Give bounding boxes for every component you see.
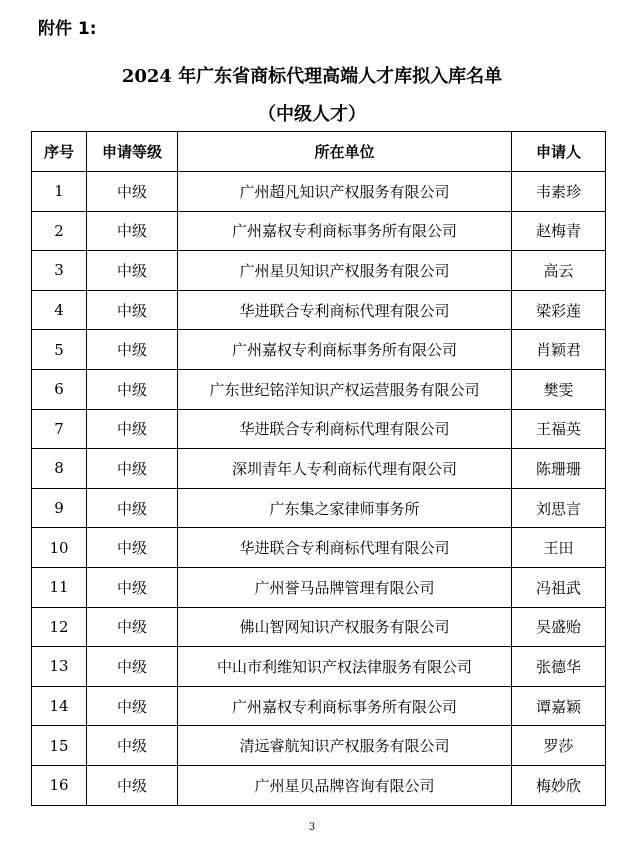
cell-level: 中级 (87, 686, 178, 726)
cell-level: 中级 (87, 488, 178, 528)
cell-applicant: 高云 (512, 251, 606, 291)
table-row (32, 528, 606, 568)
cell-serial-no: 6 (32, 369, 87, 409)
cell-applicant: 梁彩莲 (512, 290, 606, 330)
cell-level: 中级 (87, 647, 178, 687)
table-row (32, 211, 606, 251)
cell-level: 中级 (87, 290, 178, 330)
attachment-label: 附件 1: (38, 19, 97, 39)
document-title: 2024 年广东省商标代理高端人才库拟入库名单 (121, 66, 503, 87)
cell-serial-no: 8 (32, 449, 87, 489)
table-row (32, 290, 606, 330)
cell-level: 中级 (87, 726, 178, 766)
cell-level: 中级 (87, 449, 178, 489)
cell-level: 中级 (87, 607, 178, 647)
cell-serial-no: 3 (32, 251, 87, 291)
header-serial-no: 序号 (32, 132, 87, 172)
cell-applicant: 王田 (512, 528, 606, 568)
cell-level: 中级 (87, 251, 178, 291)
table-row (32, 726, 606, 766)
cell-applicant: 谭嘉颖 (512, 686, 606, 726)
cell-organization: 广州星贝品牌咨询有限公司 (178, 765, 512, 805)
cell-serial-no: 4 (32, 290, 87, 330)
cell-serial-no: 9 (32, 488, 87, 528)
cell-level: 中级 (87, 211, 178, 251)
table-row (32, 488, 606, 528)
cell-organization: 广州誉马品牌管理有限公司 (178, 567, 512, 607)
cell-organization: 广东集之家律师事务所 (178, 488, 512, 528)
cell-applicant: 罗莎 (512, 726, 606, 766)
cell-serial-no: 15 (32, 726, 87, 766)
cell-level: 中级 (87, 330, 178, 370)
cell-organization: 广州嘉权专利商标事务所有限公司 (178, 330, 512, 370)
table-header-row (32, 132, 606, 172)
cell-applicant: 张德华 (512, 647, 606, 687)
cell-applicant: 梅妙欣 (512, 765, 606, 805)
candidate-table (31, 131, 606, 806)
header-organization: 所在单位 (178, 132, 512, 172)
table-row (32, 330, 606, 370)
cell-organization: 深圳青年人专利商标代理有限公司 (178, 449, 512, 489)
cell-applicant: 韦素珍 (512, 172, 606, 212)
cell-organization: 广州嘉权专利商标事务所有限公司 (178, 211, 512, 251)
table-row (32, 607, 606, 647)
cell-applicant: 王福英 (512, 409, 606, 449)
table-row (32, 409, 606, 449)
cell-organization: 华进联合专利商标代理有限公司 (178, 290, 512, 330)
table-row (32, 172, 606, 212)
header-level: 申请等级 (87, 132, 178, 172)
cell-serial-no: 1 (32, 172, 87, 212)
table-row (32, 647, 606, 687)
cell-applicant: 冯祖武 (512, 567, 606, 607)
cell-serial-no: 13 (32, 647, 87, 687)
cell-serial-no: 2 (32, 211, 87, 251)
cell-serial-no: 12 (32, 607, 87, 647)
table-row (32, 251, 606, 291)
cell-organization: 中山市利维知识产权法律服务有限公司 (178, 647, 512, 687)
cell-organization: 广州超凡知识产权服务有限公司 (178, 172, 512, 212)
document-subtitle: （中级人才） (258, 104, 366, 125)
cell-level: 中级 (87, 528, 178, 568)
cell-applicant: 赵梅青 (512, 211, 606, 251)
cell-organization: 广东世纪铭洋知识产权运营服务有限公司 (178, 369, 512, 409)
cell-level: 中级 (87, 172, 178, 212)
cell-organization: 华进联合专利商标代理有限公司 (178, 528, 512, 568)
cell-serial-no: 11 (32, 567, 87, 607)
page-number: 3 (308, 822, 316, 833)
table-row (32, 567, 606, 607)
header-applicant: 申请人 (512, 132, 606, 172)
cell-organization: 清远睿航知识产权服务有限公司 (178, 726, 512, 766)
cell-organization: 广州星贝知识产权服务有限公司 (178, 251, 512, 291)
cell-organization: 佛山智网知识产权服务有限公司 (178, 607, 512, 647)
cell-applicant: 吴盛贻 (512, 607, 606, 647)
cell-level: 中级 (87, 765, 178, 805)
cell-serial-no: 10 (32, 528, 87, 568)
cell-level: 中级 (87, 369, 178, 409)
cell-organization: 华进联合专利商标代理有限公司 (178, 409, 512, 449)
table-row (32, 449, 606, 489)
cell-serial-no: 14 (32, 686, 87, 726)
cell-serial-no: 5 (32, 330, 87, 370)
table-row (32, 765, 606, 805)
cell-applicant: 肖颖君 (512, 330, 606, 370)
cell-applicant: 樊雯 (512, 369, 606, 409)
cell-level: 中级 (87, 409, 178, 449)
cell-serial-no: 16 (32, 765, 87, 805)
cell-serial-no: 7 (32, 409, 87, 449)
cell-applicant: 陈珊珊 (512, 449, 606, 489)
cell-organization: 广州嘉权专利商标事务所有限公司 (178, 686, 512, 726)
cell-level: 中级 (87, 567, 178, 607)
table-row (32, 686, 606, 726)
cell-applicant: 刘思言 (512, 488, 606, 528)
table-row (32, 369, 606, 409)
table-body (32, 172, 606, 806)
